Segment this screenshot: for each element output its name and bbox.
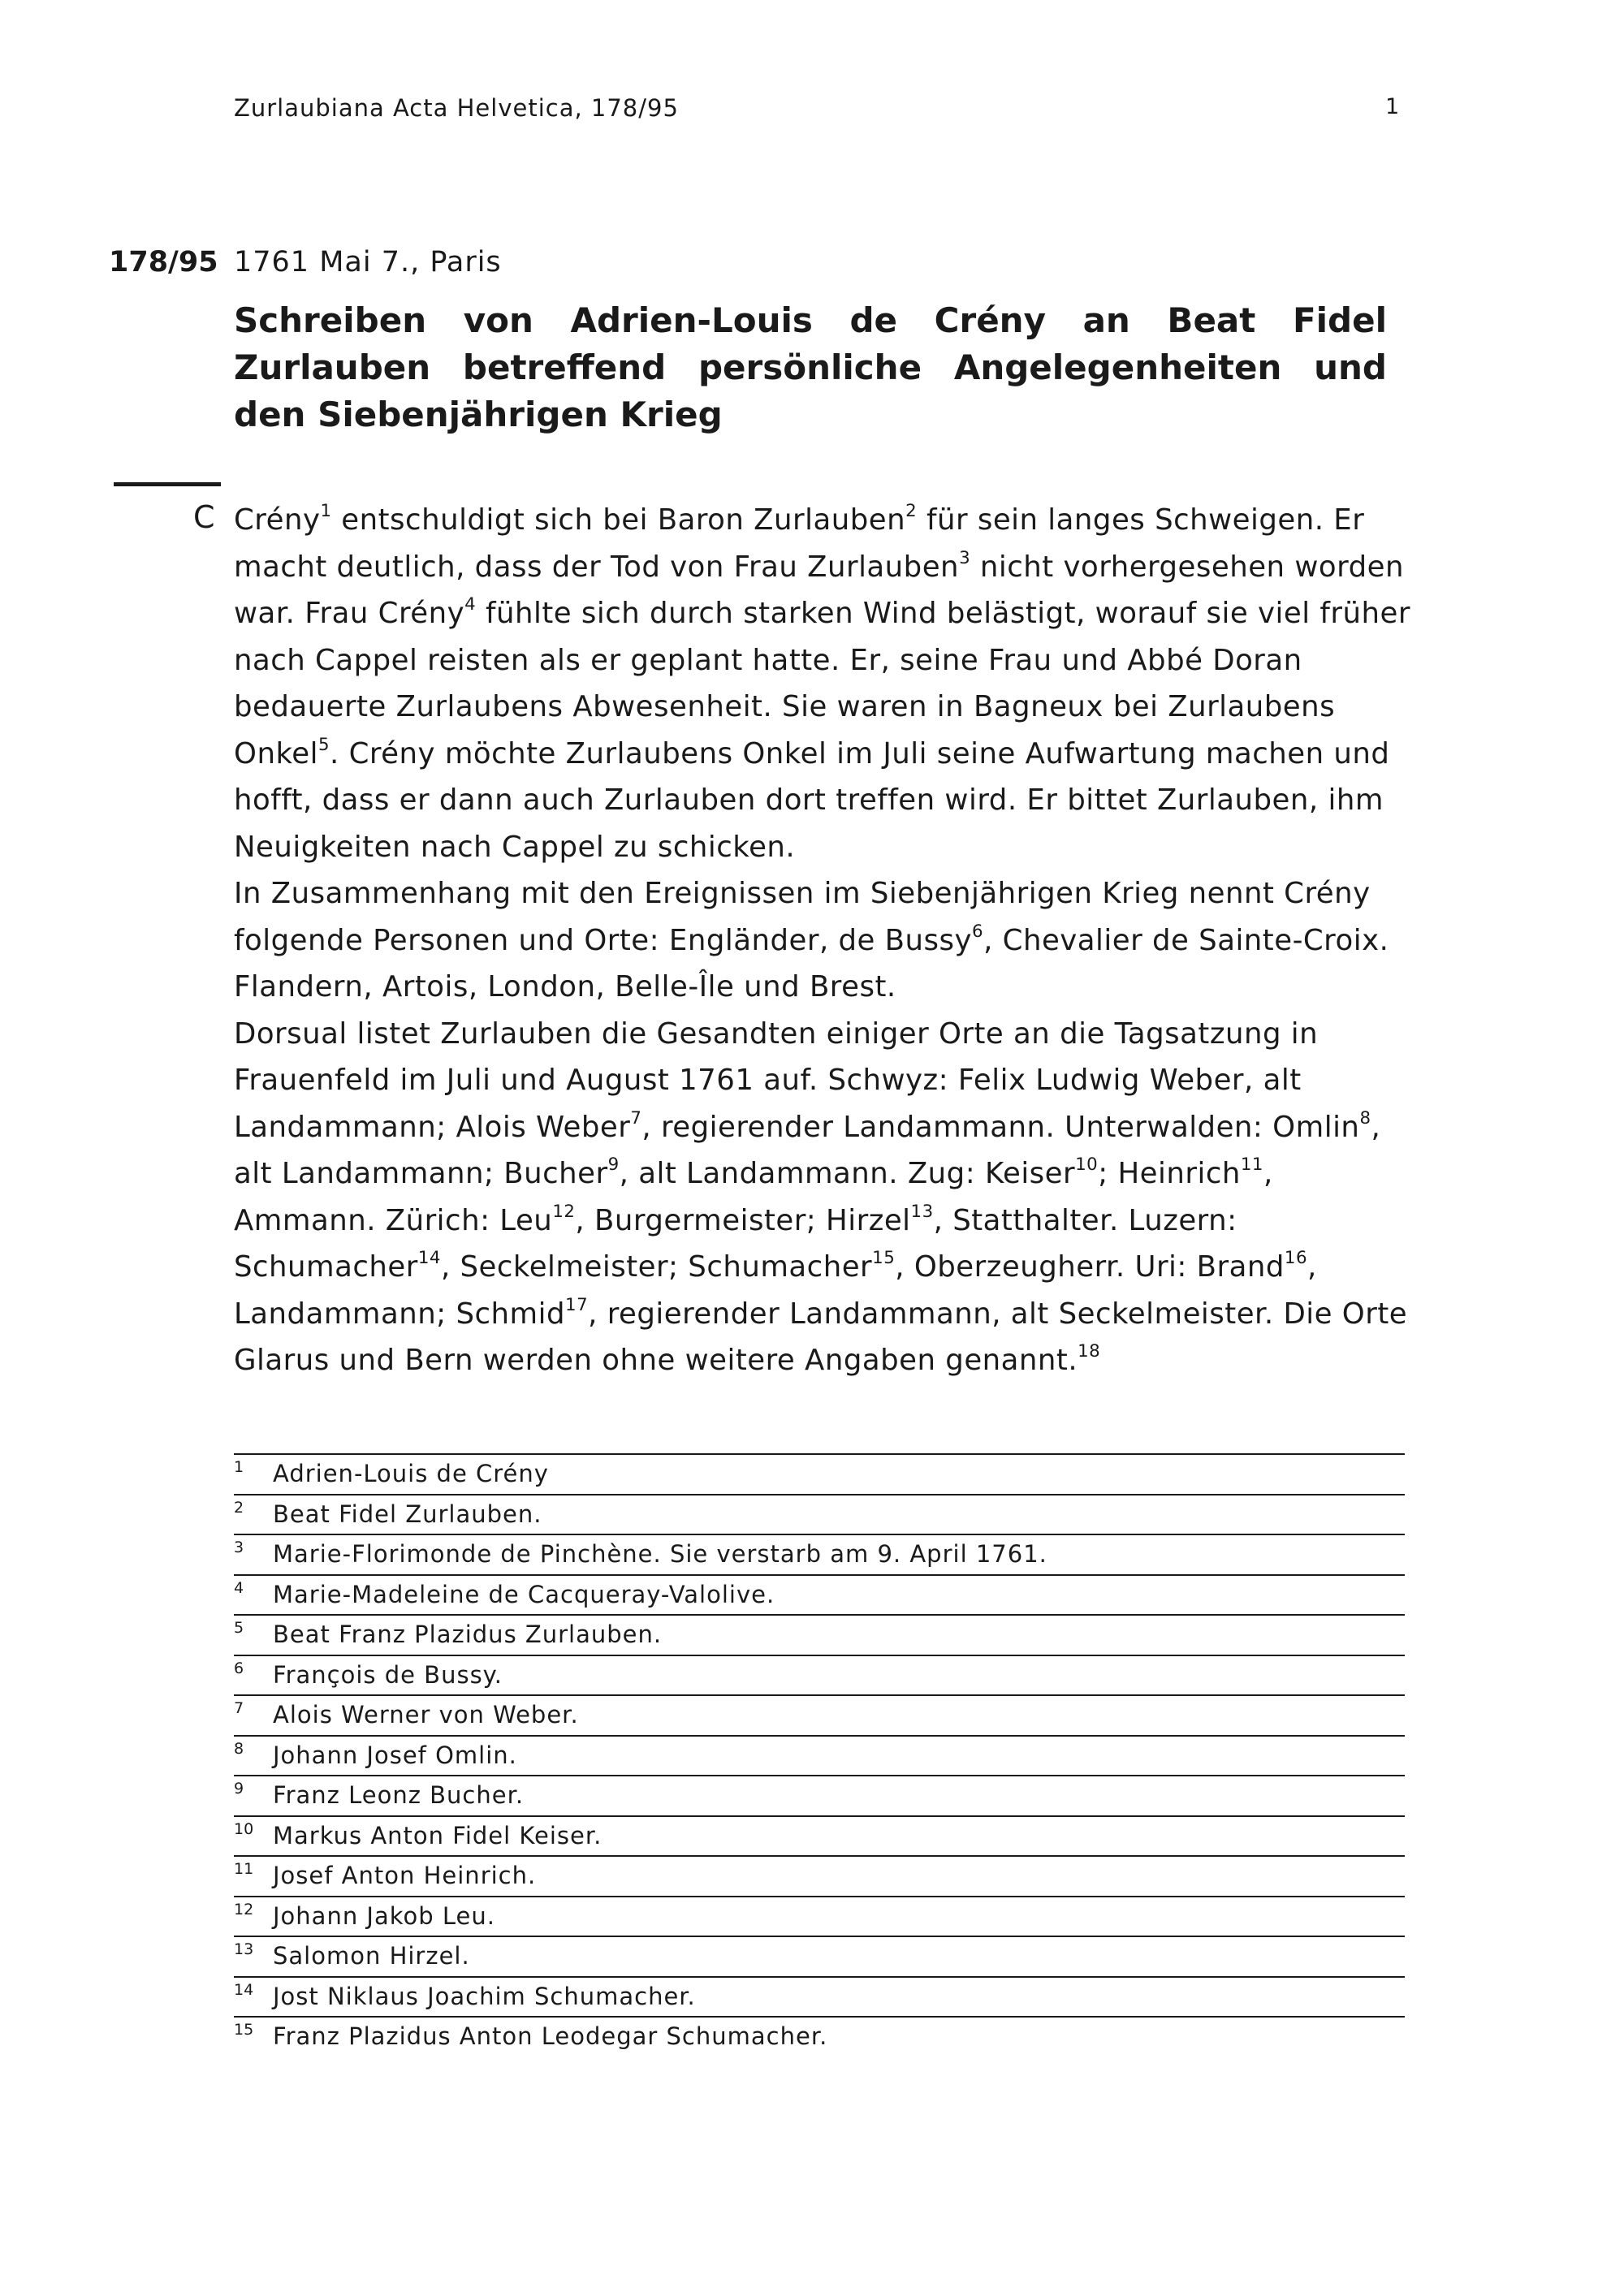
footnote-list [234,1455,1405,2058]
footnote-number: 7 [234,1699,244,1717]
footnote-ref[interactable]: 5 [317,734,330,755]
text-run: , Chevalier de Sainte-Croix. [983,923,1389,957]
section-marker-letter: C [193,499,215,535]
footnote-ref[interactable]: 10 [1075,1154,1099,1176]
abstract-line: hofft, dass er dann auch Zurlauben dort treffen wird. Er bittet Zurlauben, ihm [234,783,1384,817]
footnote-item [234,1737,1405,1777]
footnote-text: Alois Werner von Weber. [273,1701,579,1728]
abstract-paragraph-2 [234,870,1403,1011]
footnote-number: 10 [234,1819,254,1838]
footnote-text: Jost Niklaus Joachim Schumacher. [273,1982,696,2010]
text-run: Landammann; Schmid [234,1297,566,1331]
abstract-line: In Zusammenhang mit den Ereignissen im Siebenjährigen Krieg nennt Crény [234,877,1371,910]
text-run: entschuldigt sich bei Baron Zurlauben [331,503,906,537]
abstract-line [234,590,1410,637]
footnote-text: Markus Anton Fidel Keiser. [273,1821,603,1849]
footnote-number: 4 [234,1578,244,1597]
text-run: Crény [234,503,321,537]
abstract-line: nach Cappel reisten als er geplant hatte. Er, seine Frau und Abbé Doran [234,643,1302,677]
footnote-text: Salomon Hirzel. [273,1942,470,1970]
document-date-place: 1761 Mai 7., Paris [234,246,502,278]
footnote-ref[interactable]: 15 [872,1248,896,1269]
footnote-ref[interactable]: 11 [1240,1154,1263,1176]
text-run: , regierender Landammann, alt Seckelmeister. Die Orte [588,1297,1408,1331]
footnote-number: 12 [234,1900,254,1918]
abstract-line [234,1291,1408,1338]
footnote-number: 13 [234,1940,254,1958]
footnote-item [234,1535,1405,1576]
text-run: ; Heinrich [1098,1157,1241,1190]
abstract-line: Frauenfeld im Juli und August 1761 auf. Schwyz: Felix Ludwig Weber, alt [234,1064,1302,1097]
footnote-number: 6 [234,1659,244,1677]
text-run: für sein langes Schweigen. Er [917,503,1365,537]
text-run: Glarus und Bern werden ohne weitere Angaben genannt. [234,1344,1078,1377]
footnote-item [234,2018,1405,2058]
document-title: Schreiben von Adrien-Louis de Crény an Beat Fidel Zurlauben betreffend persönliche Angelegenheiten und den Siebenjährigen Krieg [234,300,1387,434]
footnote-number: 8 [234,1739,244,1758]
footnote-item [234,1978,1405,2018]
text-run: , Seckelmeister; Schumacher [440,1250,873,1284]
text-run: , Oberzeugherr. Uri: Brand [895,1250,1285,1284]
running-header-title: Zurlaubiana Acta Helvetica, 178/95 [234,94,679,122]
footnote-item [234,1776,1405,1817]
footnote-text: Johann Jakob Leu. [273,1901,495,1930]
footnote-text: Franz Leonz Bucher. [273,1781,525,1809]
footnote-item [234,1495,1405,1536]
text-run: alt Landammann; Bucher [234,1157,608,1190]
footnote-item [234,1857,1405,1897]
abstract-line [234,917,1403,965]
text-run: , regierender Landammann. Unterwalden: Omlin [641,1110,1360,1144]
text-run: , [1263,1157,1273,1190]
document-number: 178/95 [109,246,218,278]
text-run: . Crény möchte Zurlaubens Onkel im Juli seine Aufwartung machen und [330,736,1390,770]
footnote-ref[interactable]: 4 [464,594,477,615]
text-run: , [1307,1250,1317,1284]
text-run: , Statthalter. Luzern: [933,1203,1237,1237]
abstract-paragraph-1 [234,497,1410,870]
abstract-line [234,497,1403,544]
footnote-ref[interactable]: 13 [910,1201,934,1222]
text-run: Landammann; Alois Weber [234,1110,631,1144]
footnote-ref[interactable]: 14 [417,1248,441,1269]
footnote-item [234,1897,1405,1938]
abstract-line: Flandern, Artois, London, Belle-Île und Brest. [234,970,896,1003]
footnote-item [234,1656,1405,1697]
footnote-ref[interactable]: 7 [630,1107,642,1129]
footnote-text: Franz Plazidus Anton Leodegar Schumacher. [273,2022,828,2050]
abstract-line [234,1104,1403,1151]
page-number: 1 [1385,94,1400,119]
text-run: war. Frau Crény [234,597,465,630]
footnote-text: François de Bussy. [273,1660,503,1689]
footnote-ref[interactable]: 2 [905,501,918,522]
footnote-item [234,1696,1405,1737]
abstract [234,497,1410,1384]
text-run: fühlte sich durch starken Wind belästigt, worauf sie viel früher [476,597,1410,630]
abstract-line: bedauerte Zurlaubens Abwesenheit. Sie waren in Bagneux bei Zurlaubens [234,690,1336,723]
footnote-item [234,1937,1405,1978]
footnote-ref[interactable]: 17 [565,1294,589,1315]
footnote-text: Adrien-Louis de Crény [273,1460,549,1487]
footnote-text: Beat Franz Plazidus Zurlauben. [273,1621,663,1648]
footnote-number: 14 [234,1980,254,1999]
footnote-ref[interactable]: 8 [1359,1107,1371,1129]
footnote-item [234,1817,1405,1858]
text-run: Onkel [234,736,318,770]
footnote-ref[interactable]: 18 [1078,1341,1101,1362]
footnote-ref[interactable]: 9 [607,1154,620,1176]
footnote-ref[interactable]: 1 [320,501,332,522]
abstract-paragraph-3 [234,1011,1408,1384]
footnote-text: Marie-Madeleine de Cacqueray-Valolive. [273,1580,775,1608]
footnote-item [234,1455,1405,1495]
abstract-line [234,731,1403,778]
text-run: , alt Landammann. Zug: Keiser [619,1157,1076,1190]
section-marker-rule [114,482,221,486]
abstract-line [234,1337,1403,1384]
footnote-ref[interactable]: 16 [1284,1248,1307,1269]
text-run: , Burgermeister; Hirzel [575,1203,911,1237]
footnote-number: 11 [234,1860,254,1878]
text-run: macht deutlich, dass der Tod von Frau Zurlauben [234,550,960,584]
footnote-number: 5 [234,1619,244,1637]
footnote-ref[interactable]: 6 [972,921,984,942]
footnote-number: 9 [234,1780,244,1798]
abstract-line [234,1150,1403,1198]
text-run: , [1371,1110,1381,1144]
footnote-ref[interactable]: 3 [959,547,971,568]
text-run: Schumacher [234,1250,418,1284]
footnote-text: Johann Josef Omlin. [273,1741,517,1769]
footnote-number: 3 [234,1539,244,1556]
footnote-number: 1 [234,1458,244,1476]
footnote-number: 15 [234,2021,254,2039]
footnote-item [234,1576,1405,1616]
footnote-text: Josef Anton Heinrich. [273,1862,537,1889]
text-run: Ammann. Zürich: Leu [234,1203,553,1237]
abstract-line [234,1244,1403,1291]
text-run: folgende Personen und Orte: Engländer, de Bussy [234,923,973,957]
footnote-number: 2 [234,1498,244,1517]
footnote-item [234,1616,1405,1656]
abstract-line [234,544,1403,591]
footnote-ref[interactable]: 12 [552,1201,576,1222]
abstract-line: Neuigkeiten nach Cappel zu schicken. [234,830,796,864]
footnote-text: Marie-Florimonde de Pinchène. Sie verstarb am 9. April 1761. [273,1540,1047,1568]
text-run: nicht vorhergesehen worden [970,550,1404,584]
abstract-line [234,1198,1403,1245]
abstract-line: Dorsual listet Zurlauben die Gesandten einiger Orte an die Tagsatzung in [234,1016,1319,1051]
footnote-text: Beat Fidel Zurlauben. [273,1500,542,1528]
